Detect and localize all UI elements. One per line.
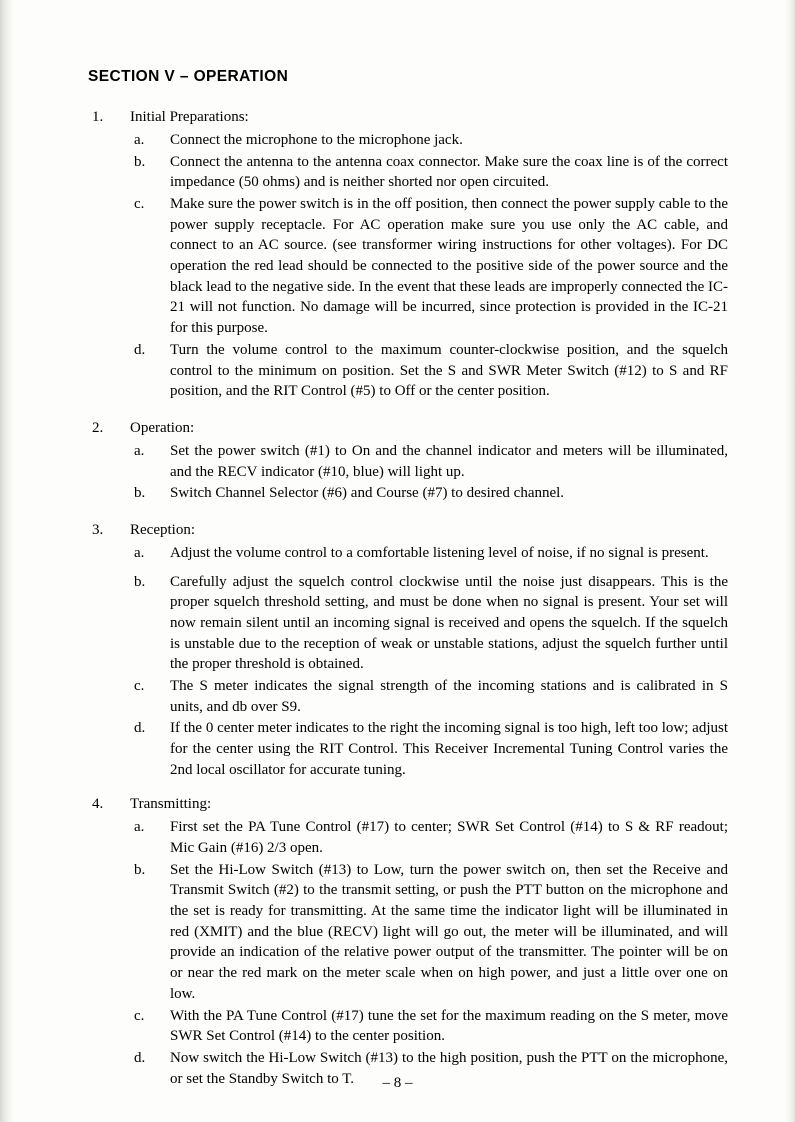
sub-item	[88, 194, 728, 339]
sub-item-text: Carefully adjust the squelch control clockwise until the noise just disappears. This is the proper squelch threshold setting, and must be done when no signal is present. Your set will now remain silent until an incoming signal is received and opens the squelch. If the squelch is unstable due to the reception of weak or unstable stations, adjust the squelch further until the proper threshold is obtained.	[170, 573, 728, 673]
sub-item	[88, 572, 728, 675]
sub-item	[88, 441, 728, 482]
sub-item-letter: b.	[134, 485, 146, 502]
item-heading-text: Reception:	[130, 521, 195, 538]
sub-item-text: Now switch the Hi-Low Switch (#13) to the high position, push the PTT on the microphone, or set the Standby Switch to T.	[170, 1049, 728, 1087]
sub-item-letter: b.	[134, 861, 146, 878]
list-item	[88, 419, 728, 504]
sub-item-letter: b.	[134, 153, 146, 170]
sub-item	[88, 340, 728, 402]
sub-item-text: First set the PA Tune Control (#17) to center; SWR Set Control (#14) to S & RF readout; Mic Gain (#16) 2/3 open.	[170, 819, 728, 856]
spacer	[88, 565, 728, 572]
item-number: 1.	[92, 109, 104, 125]
sub-item-letter: a.	[134, 442, 145, 459]
sub-item-text: Turn the volume control to the maximum counter-clockwise position, and the squelch control to the minimum on position. Set the S and SWR Meter Switch (#12) to S and RF position, and the RIT Control (#5) to Off or the center position.	[170, 341, 728, 400]
sub-item-text: Set the power switch (#1) to On and the channel indicator and meters will be illuminated, and the RECV indicator (#10, blue) will light up.	[170, 442, 728, 480]
sub-item	[88, 817, 728, 858]
sub-item	[88, 676, 728, 717]
sub-item-letter: a.	[134, 544, 145, 561]
sub-item-letter: d.	[134, 720, 146, 737]
item-number: 3.	[92, 521, 104, 538]
spacer	[88, 781, 728, 795]
sub-item-text: Adjust the volume control to a comfortable listening level of noise, if no signal is present.	[170, 544, 709, 561]
spacer	[88, 403, 728, 419]
sub-item-letter: d.	[134, 1049, 146, 1066]
sub-item-letter: b.	[134, 573, 146, 590]
scan-edge-left	[0, 0, 14, 1122]
page-title: SECTION V – OPERATION	[88, 68, 289, 85]
sub-item	[88, 1006, 728, 1047]
item-heading-text: Operation:	[130, 419, 195, 436]
sub-item-text: Set the Hi-Low Switch (#13) to Low, turn the power switch on, then set the Receive and Transmit Switch (#2) to the transmit setting, or push the PTT button on the microphone and the set is ready for transmitting. At the same time the indicator light will be illuminated in red (XMIT) and the blue (RECV) light will go out, the meter will be illuminated, and will provide an indication of the relative power output of the transmitter. The pointer will be on or near the red mark on the meter scale when on high power, and just a little over one on low.	[170, 861, 728, 1002]
sub-item-text: Switch Channel Selector (#6) and Course (#7) to desired channel.	[170, 485, 565, 502]
sub-item	[88, 543, 728, 564]
item-heading	[88, 521, 728, 541]
sub-item-letter: c.	[134, 677, 145, 694]
sub-item-text: The S meter indicates the signal strength of the incoming stations and is calibrated in S units, and db over S9.	[170, 677, 728, 715]
sub-item	[88, 152, 728, 193]
sub-item-text: Connect the antenna to the antenna coax connector. Make sure the coax line is of the correct impedance (50 ohms) and is neither shorted nor open circuited.	[170, 153, 728, 191]
sub-item-text: Connect the microphone to the microphone jack.	[170, 131, 463, 148]
item-heading-text: Initial Preparations:	[130, 109, 249, 125]
sub-item	[88, 483, 728, 504]
sub-item-letter: a.	[134, 819, 145, 836]
sub-item-text: Make sure the power switch is in the off position, then connect the power supply cable to the power supply receptacle. For AC operation make sure you use only the AC cable, and connect to an AC source. (see transformer wiring instructions for other voltages). For DC operation the red lead should be connected to the positive side of the power source and the black lead to the negative side. In the event that these leads are improperly connected the IC-21 will not function. No damage will be incurred, since protection is provided in the IC-21 for this purpose.	[170, 196, 728, 337]
scan-edge-right	[785, 0, 795, 1122]
item-heading	[88, 108, 728, 128]
sub-item-text: With the PA Tune Control (#17) tune the set for the maximum reading on the S meter, move SWR Set Control (#14) to the center position.	[170, 1007, 728, 1045]
spacer	[88, 505, 728, 521]
sub-item-letter: d.	[134, 341, 146, 358]
item-number: 4.	[92, 796, 104, 813]
page-content	[88, 68, 728, 1090]
page-number: – 8 –	[382, 1075, 413, 1091]
sub-item	[88, 860, 728, 1005]
sub-item	[88, 130, 728, 151]
list-item	[88, 108, 728, 402]
sub-item-letter: a.	[134, 131, 145, 148]
sub-item-letter: c.	[134, 196, 145, 212]
item-heading	[88, 795, 728, 815]
item-heading	[88, 419, 728, 439]
list-item	[88, 795, 728, 1089]
sub-item-letter: c.	[134, 1007, 145, 1024]
item-heading-text: Transmitting:	[130, 796, 212, 813]
item-number: 2.	[92, 419, 104, 436]
sub-item-text: If the 0 center meter indicates to the right the incoming signal is too high, left too low; adjust for the center using the RIT Control. This Receiver Incremental Tuning Control varies the 2nd local oscillator for accurate tuning.	[170, 720, 728, 778]
list-item	[88, 521, 728, 781]
sub-item	[88, 718, 728, 780]
